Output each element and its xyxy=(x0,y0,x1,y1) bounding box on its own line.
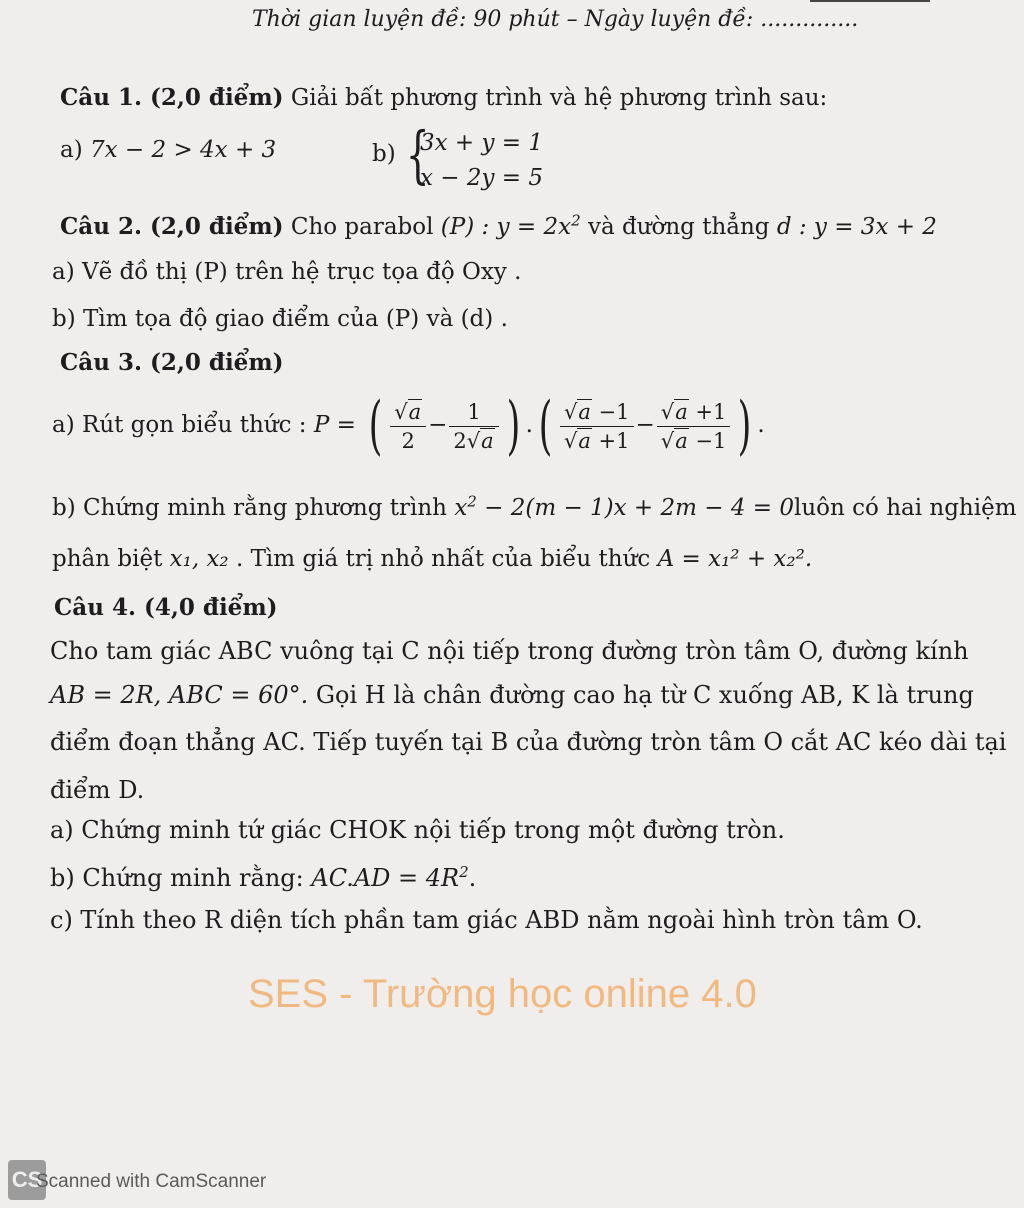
q4-heading xyxy=(54,594,278,622)
q2-intro: Cho parabol xyxy=(283,214,441,240)
q1-b-label-wrap xyxy=(372,140,396,168)
q2-mid: và đường thẳng xyxy=(580,214,777,240)
q3-b-line1: b) Chứng minh rằng phương trình $x^2 - 2(m - 1)x + 2m - 4$ = 0luôn có hai nghiệm xyxy=(52,492,1017,521)
q1-intro: Giải bất phương trình và hệ phương trình sau: xyxy=(283,85,828,111)
q2-line-d: d : y = 3x + 2 xyxy=(776,214,937,240)
header-text: Thời gian luyện đề: 90 phút – Ngày luyện đề: .............. xyxy=(252,7,859,32)
frac-sqrt-a-plus-1: $\frac{√a +1}{√a -1}$ xyxy=(657,398,731,455)
frac-sqrt-a-over-2: $\frac{√a}{2}$ xyxy=(390,398,426,455)
header-line xyxy=(252,6,858,34)
q2-b: b) Tìm tọa độ giao điểm của (P) và (d) . xyxy=(52,306,508,332)
q1-a-expr: 7x − 2 > 4x + 3 xyxy=(90,137,277,163)
q4-p1: Cho tam giác ABC vuông tại C nội tiếp trong đường tròn tâm O, đường kính xyxy=(50,637,969,665)
q1-brace: { xyxy=(405,118,430,191)
q3-a-p: P = xyxy=(313,412,356,438)
q4-p4: điểm D. xyxy=(50,776,145,804)
q2-parabola-exp: 2 xyxy=(571,211,581,230)
q4-title: Câu 4. (4,0 điểm) xyxy=(54,594,278,621)
q3-heading xyxy=(60,349,284,377)
q3-a: a) Rút gọn biểu thức : P = ( $\frac{√a}{2}$ − $\frac{1}{2√a}$ ) .( $\frac{√a -1}{√a +1}$ − $\frac{√a +1}{√a -1}$ ) . xyxy=(52,389,765,463)
q2-parabola: (P) : y = 2x xyxy=(440,214,572,240)
q1-b-label: b) xyxy=(372,141,396,167)
camscanner-text: Scanned with CamScanner xyxy=(36,1171,267,1192)
q1-heading xyxy=(60,84,827,112)
top-rule xyxy=(810,0,930,2)
q3-b-line2: phân biệt x₁, x₂ . Tìm giá trị nhỏ nhất của biểu thức A = x₁² + x₂². xyxy=(52,546,813,572)
camscanner-logo-icon: CS xyxy=(8,1160,46,1200)
q1-a-label: a) xyxy=(60,137,83,163)
q2-a: a) Vẽ đồ thị (P) trên hệ trục tọa độ Oxy . xyxy=(52,259,522,285)
q1-b-eq1: 3x + y = 1 xyxy=(420,130,544,156)
q3-title: Câu 3. (2,0 điểm) xyxy=(60,349,284,376)
q1-a xyxy=(60,136,276,164)
q4-b-math: AC.AD = 4R xyxy=(311,864,460,892)
q3-b-roots: x₁, x₂ xyxy=(169,546,229,572)
q1-b-eq2: x − 2y = 5 xyxy=(420,165,544,191)
frac-sqrt-a-minus-1: $\frac{√a -1}{√a +1}$ xyxy=(560,398,634,455)
q4-c: c) Tính theo R diện tích phần tam giác ABD nằm ngoài hình tròn tâm O. xyxy=(50,906,923,934)
q4-p2: AB = 2R, ABC = 60°. Gọi H là chân đường cao hạ từ C xuống AB, K là trung xyxy=(50,681,974,709)
q1-title: Câu 1. (2,0 điểm) xyxy=(60,84,284,111)
q4-p2-math: AB = 2R, ABC = 60°. xyxy=(50,681,309,709)
q3-b-eq-x: x xyxy=(454,495,468,521)
q3-b-eq: − 2(m − 1)x + 2m − 4 = 0 xyxy=(476,495,795,521)
q2-heading xyxy=(60,213,937,241)
q3-b-A: A = x₁² + x₂². xyxy=(657,546,813,572)
q4-b: b) Chứng minh rằng: $AC.AD = 4R^2$. xyxy=(50,863,477,892)
q3-a-label: a) Rút gọn biểu thức : xyxy=(52,412,314,438)
q2-title: Câu 2. (2,0 điểm) xyxy=(60,213,284,240)
watermark-text: SES - Trường học online 4.0 xyxy=(248,972,757,1016)
frac-1-over-2sqrt-a: $\frac{1}{2√a}$ xyxy=(449,398,498,455)
q4-p3: điểm đoạn thẳng AC. Tiếp tuyến tại B của đường tròn tâm O cắt AC kéo dài tại xyxy=(50,728,1007,756)
q4-a: a) Chứng minh tứ giác CHOK nội tiếp trong một đường tròn. xyxy=(50,816,785,844)
